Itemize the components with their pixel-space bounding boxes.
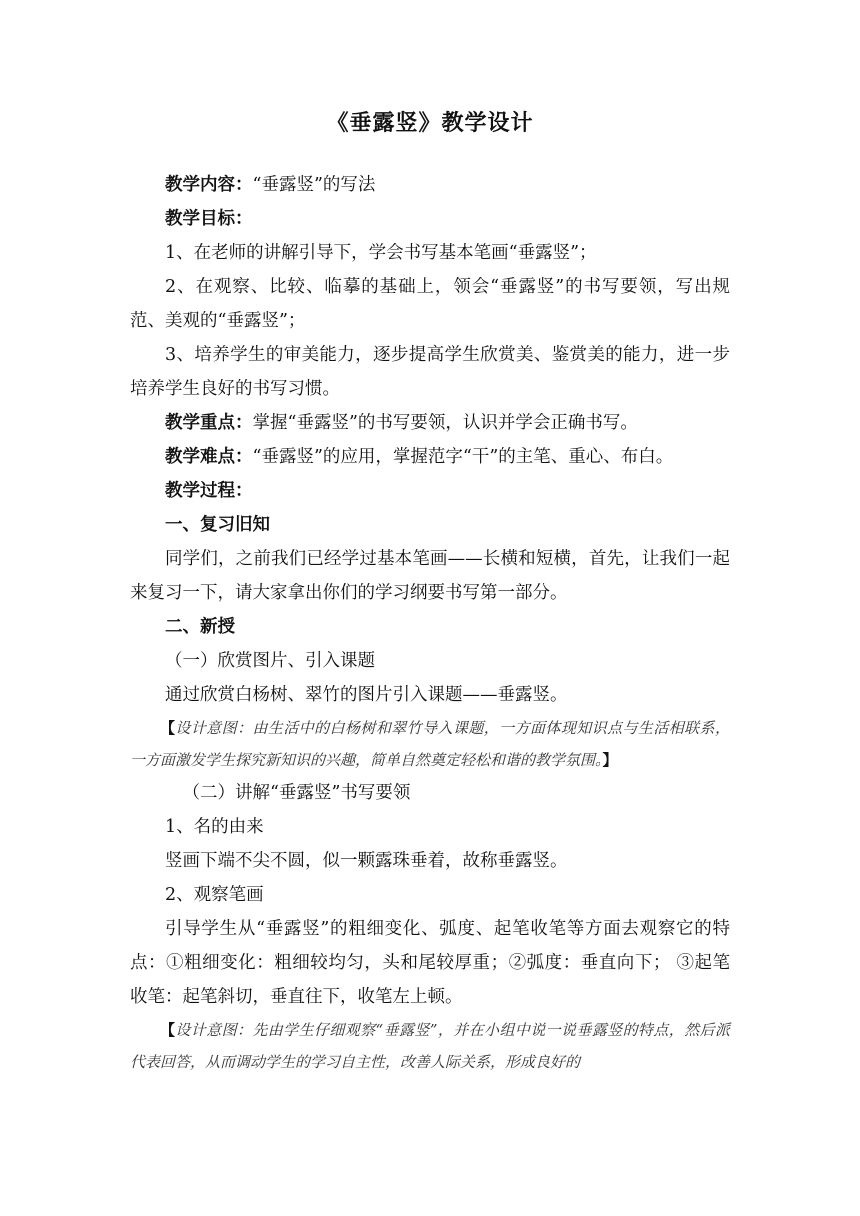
design-intent-note-1 [130,712,730,776]
part1-heading: （一）欣赏图片、引入课题 [165,651,375,671]
item1-heading: 1、名的由来 [165,817,264,837]
note-open-bracket: 【 [160,1021,176,1039]
teaching-goals-label: 教学目标： [165,209,253,229]
difficulty-label: 教学难点： [165,447,253,467]
item2-text: 引导学生从“垂露竖”的粗细变化、弧度、起笔收笔等方面去观察它的特点：①粗细变化：粗细较均匀，头和尾较厚重；②弧度：垂直向下； ③起笔收笔：起笔斜切，垂直往下，收笔左上顿。 [130,919,730,1007]
section1-text: 同学们，之前我们已经学过基本笔画——长横和短横，首先，让我们一起来复习一下，请大家拿出你们的学习纲要书写第一部分。 [130,549,730,603]
teaching-content-label: 教学内容： [165,175,253,195]
note-text: 设计意图：由生活中的白杨树和翠竹导入课题，一方面体现知识点与生活相联系，一方面激发学生探究新知识的兴趣，简单自然奠定轻松和谐的教学氛围。 [130,719,730,769]
part2-heading: （二）讲解“垂露竖”书写要领 [182,783,411,803]
document-title: 《垂露竖》教学设计 [326,111,534,136]
section2-heading: 二、新授 [165,617,235,637]
note-open-bracket: 【 [160,719,176,737]
key-point-label: 教学重点： [165,413,253,433]
process-label: 教学过程： [165,481,253,501]
note-close-bracket: 】 [602,751,618,769]
teaching-content-text: “垂露竖”的写法 [252,175,376,195]
goal-item-1: 1、在老师的讲解引导下，学会书写基本笔画“垂露竖”； [165,243,597,263]
key-point-text: 掌握“垂露竖”的书写要领，认识并学会正确书写。 [252,413,638,433]
design-intent-note-2 [130,1014,730,1078]
goal-item-3: 3、培养学生的审美能力，逐步提高学生欣赏美、鉴赏美的能力，进一步培养学生良好的书写习惯。 [130,345,730,399]
note-text: 设计意图：先由学生仔细观察“垂露竖”，并在小组中说一说垂露竖的特点，然后派代表回答，从而调动学生的学习自主性，改善人际关系，形成良好的 [130,1021,730,1071]
item2-heading: 2、观察笔画 [165,885,264,905]
teaching-content [130,168,730,202]
key-point [130,406,730,440]
part1-text: 通过欣赏白杨树、翠竹的图片引入课题——垂露竖。 [165,685,568,705]
difficulty-text: “垂露竖”的应用，掌握范字“干”的主笔、重心、布白。 [252,447,674,467]
section1-heading: 一、复习旧知 [165,515,270,535]
document-body [130,168,730,1078]
item1-text: 竖画下端不尖不圆，似一颗露珠垂着，故称垂露竖。 [165,851,568,871]
goal-item-2: 2、在观察、比较、临摹的基础上，领会“垂露竖”的书写要领，写出规范、美观的“垂露竖”； [130,277,730,331]
difficulty [130,440,730,474]
